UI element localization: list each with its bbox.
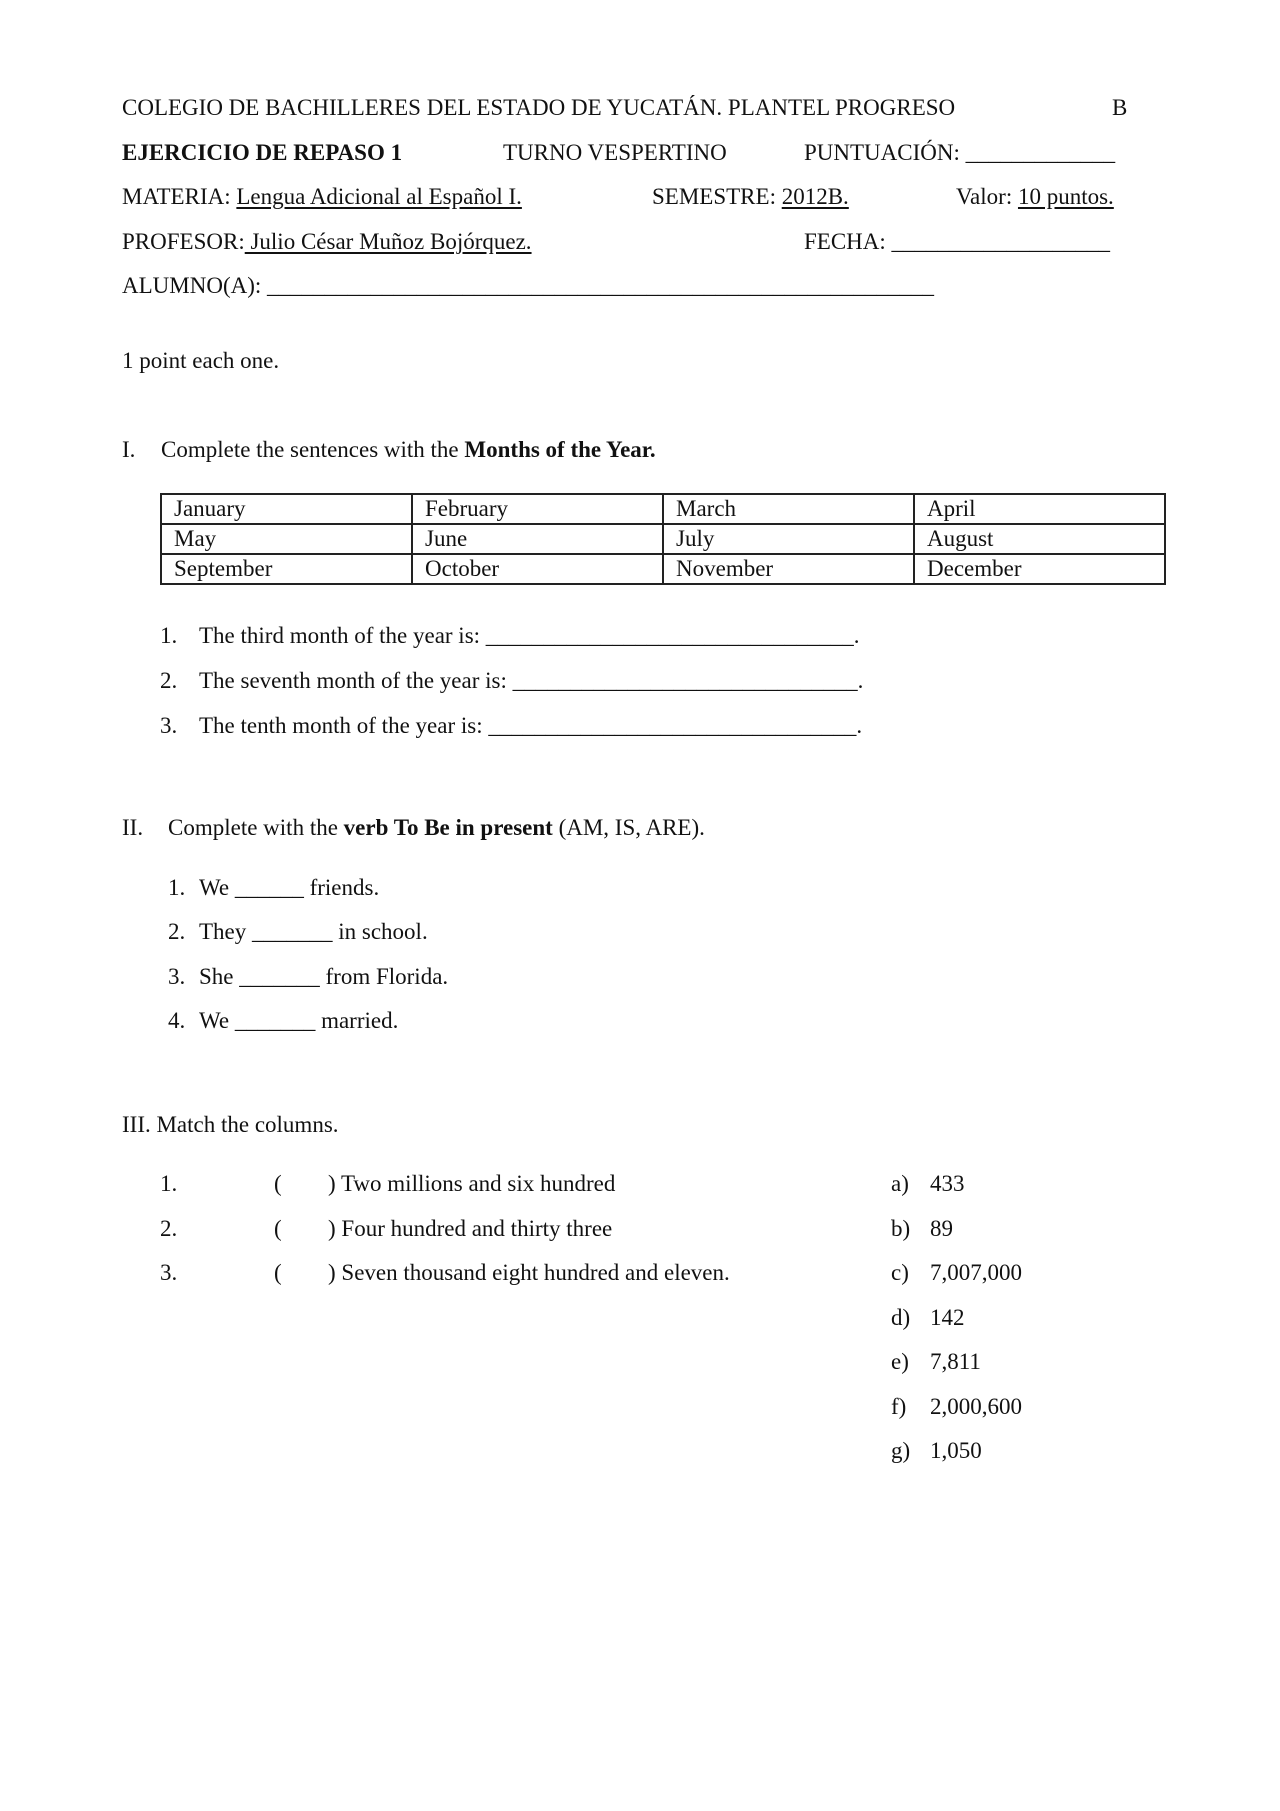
section-2-instruction bbox=[168, 816, 705, 839]
table-cell: January bbox=[161, 494, 412, 524]
option-letter: e) bbox=[891, 1349, 909, 1374]
question-text: The seventh month of the year is: ______________________________. bbox=[199, 668, 864, 693]
table-cell: August bbox=[914, 524, 1165, 554]
score-blank: _____________ bbox=[965, 140, 1116, 165]
months-table bbox=[160, 493, 1166, 585]
match-text: ) Seven thousand eight hundred and eleven. bbox=[328, 1260, 730, 1285]
value-value: 10 puntos. bbox=[1017, 184, 1114, 209]
list-item-number: 1. bbox=[168, 875, 186, 900]
student-blank: __________________________________________________________ bbox=[267, 273, 935, 298]
value-field bbox=[956, 185, 1114, 208]
option-letter: f) bbox=[891, 1394, 907, 1419]
option-value: 89 bbox=[930, 1216, 953, 1241]
section-1-bold-text: Months of the Year. bbox=[464, 437, 656, 462]
option-letter: g) bbox=[891, 1438, 911, 1463]
student-label: ALUMNO(A): bbox=[122, 273, 262, 298]
date-field bbox=[804, 230, 1110, 253]
table-cell: November bbox=[663, 554, 914, 584]
table-cell: April bbox=[914, 494, 1165, 524]
table-cell: March bbox=[663, 494, 914, 524]
date-label: FECHA: bbox=[804, 229, 886, 254]
score-label: PUNTUACIÓN: bbox=[804, 140, 960, 165]
question-number: 1. bbox=[160, 623, 178, 648]
question-text: The tenth month of the year is: ________________________________. bbox=[199, 713, 863, 738]
table-cell: May bbox=[161, 524, 412, 554]
exercise-title: EJERCICIO DE REPASO 1 bbox=[122, 140, 403, 165]
semester-label: SEMESTRE: bbox=[652, 184, 776, 209]
match-number: 3. bbox=[160, 1260, 178, 1285]
subject-label: MATERIA: bbox=[122, 184, 231, 209]
match-text: ) Two millions and six hundred bbox=[328, 1171, 616, 1196]
subject-value: Lengua Adicional al Español I. bbox=[236, 184, 522, 209]
option-value: 433 bbox=[930, 1171, 965, 1196]
school-name: COLEGIO DE BACHILLERES DEL ESTADO DE YUCATÁN. PLANTEL PROGRESO bbox=[122, 95, 956, 120]
section-1-instruction bbox=[161, 438, 656, 461]
section-2-text: Complete with the bbox=[168, 815, 344, 840]
section-2-numeral: II. bbox=[122, 815, 144, 840]
shift-label: TURNO VESPERTINO bbox=[503, 140, 727, 165]
table-cell: July bbox=[663, 524, 914, 554]
score-field bbox=[804, 141, 1115, 164]
match-paren: ( bbox=[274, 1260, 282, 1285]
match-paren: ( bbox=[274, 1216, 282, 1241]
value-label: Valor: bbox=[956, 184, 1013, 209]
match-number: 1. bbox=[160, 1171, 178, 1196]
list-item-number: 2. bbox=[168, 919, 186, 944]
teacher-value: Julio César Muñoz Bojórquez. bbox=[244, 229, 532, 254]
table-cell: December bbox=[914, 554, 1165, 584]
option-value: 142 bbox=[930, 1305, 965, 1330]
list-item-text: They _______ in school. bbox=[199, 919, 428, 944]
teacher-field bbox=[122, 230, 532, 253]
option-value: 7,007,000 bbox=[930, 1260, 1022, 1285]
question-text: The third month of the year is: ________________________________. bbox=[199, 623, 860, 648]
section-2-text-after: (AM, IS, ARE). bbox=[552, 815, 705, 840]
list-item-text: We _______ married. bbox=[199, 1008, 399, 1033]
table-cell: February bbox=[412, 494, 663, 524]
table-row bbox=[161, 554, 1165, 584]
option-letter: d) bbox=[891, 1305, 911, 1330]
section-3-title: III. Match the columns. bbox=[122, 1112, 339, 1137]
option-letter: b) bbox=[891, 1216, 911, 1241]
option-letter: c) bbox=[891, 1260, 909, 1285]
points-note: 1 point each one. bbox=[122, 348, 280, 373]
table-row bbox=[161, 524, 1165, 554]
semester-value: 2012B. bbox=[781, 184, 849, 209]
table-cell: September bbox=[161, 554, 412, 584]
match-number: 2. bbox=[160, 1216, 178, 1241]
table-cell: October bbox=[412, 554, 663, 584]
table-row bbox=[161, 494, 1165, 524]
option-value: 1,050 bbox=[930, 1438, 982, 1463]
subject-field bbox=[122, 185, 522, 208]
teacher-label: PROFESOR: bbox=[122, 229, 245, 254]
student-field bbox=[122, 274, 934, 297]
list-item-number: 4. bbox=[168, 1008, 186, 1033]
list-item-number: 3. bbox=[168, 964, 186, 989]
date-blank: ___________________ bbox=[891, 229, 1111, 254]
section-1-text: Complete the sentences with the bbox=[161, 437, 465, 462]
question-number: 2. bbox=[160, 668, 178, 693]
table-cell: June bbox=[412, 524, 663, 554]
list-item-text: We ______ friends. bbox=[199, 875, 380, 900]
match-paren: ( bbox=[274, 1171, 282, 1196]
section-1-numeral: I. bbox=[122, 437, 136, 462]
group-letter: B bbox=[1112, 95, 1128, 120]
question-number: 3. bbox=[160, 713, 178, 738]
list-item-text: She _______ from Florida. bbox=[199, 964, 449, 989]
section-2-bold-text: verb To Be in present bbox=[343, 815, 553, 840]
match-text: ) Four hundred and thirty three bbox=[328, 1216, 613, 1241]
semester-field bbox=[652, 185, 849, 208]
option-value: 2,000,600 bbox=[930, 1394, 1022, 1419]
option-value: 7,811 bbox=[930, 1349, 981, 1374]
option-letter: a) bbox=[891, 1171, 909, 1196]
